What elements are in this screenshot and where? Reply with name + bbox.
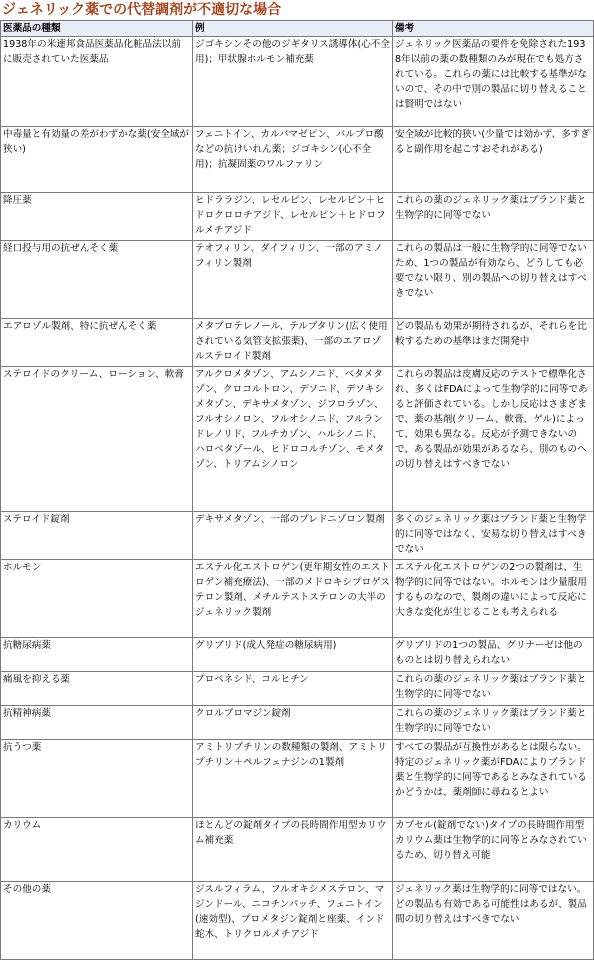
page-title: ジェネリック薬での代替調剤が不適切な場合 <box>2 2 282 18</box>
table-row <box>1 818 594 882</box>
category-cell: ステロイド錠剤 <box>1 512 193 560</box>
notes-cell: すべての製品が互換性があるとは限らない。特定のジェネリック薬がFDAによりブランド薬と生物学的に同等であるとみなされているかどうかは、薬剤師に尋ねるとよい <box>393 740 594 818</box>
table-row <box>1 127 594 193</box>
notes-cell: これらの薬のジェネリック薬はブランド薬と生物学的に同等でない <box>393 672 594 706</box>
table-row <box>1 512 594 560</box>
examples-cell: アミトリプチリンの数種類の製剤、アミトリプチリン＋ペルフェナジンの1製剤 <box>193 740 393 818</box>
notes-cell: 安全域が比較的狭い(少量では効かず、多すぎると副作用を起こすおそれがある) <box>393 127 594 193</box>
column-header-notes: 備考 <box>393 21 594 37</box>
table-row <box>1 367 594 512</box>
notes-cell: これらの製品は皮膚反応のテストで標準化され、多くはFDAによって生物学的に同等であると評価されている。しかし反応はさまざまで、薬の基剤(クリーム、軟膏、ゲル)によって、効果も異なる。反応が予測できないので、ある製品が効果があるなら、別のものへの切り替えはすべきでない <box>393 367 594 512</box>
table-row <box>1 193 594 241</box>
table-row <box>1 740 594 818</box>
notes-cell: エステル化エストロゲンの2つの製剤は、生物学的に同等ではない。ホルモンは少量服用するものなので、製剤の違いによって反応に大きな変化が生じることも考えられる <box>393 560 594 638</box>
substitution-table <box>0 20 594 960</box>
notes-cell: カプセル(錠剤でない)タイプの長時間作用型カリウム薬は生物学的に同等とみなされているため、切り替え可能 <box>393 818 594 882</box>
table-header <box>1 21 594 37</box>
notes-cell: グリブリドの1つの製品、グリナーゼは他のものとは切り替えられない <box>393 638 594 672</box>
category-cell: ステロイドのクリーム、ローション、軟膏 <box>1 367 193 512</box>
examples-cell: デキサメタゾン、一部のプレドニゾロン製剤 <box>193 512 393 560</box>
category-cell: カリウム <box>1 818 193 882</box>
column-header-category: 医薬品の種類 <box>1 21 193 37</box>
notes-cell: これらの薬のジェネリック薬はブランド薬と生物学的に同等でない <box>393 193 594 241</box>
table-row <box>1 319 594 367</box>
notes-cell: これらの薬のジェネリック薬はブランド薬と生物学的に同等でない <box>393 706 594 740</box>
examples-cell: アルクロメタゾン、アムシノニド、ベタメタゾン、クロコルトロン、デソニド、デソキシメタゾン、デキサメタゾン、ジフロラゾン、フルオシノロン、フルオシノニド、フルランドレノリド、フルチカゾン、ハルシノニド、ハロベタゾール、ヒドロコルチゾン、モメタゾン、トリアムシノロン <box>193 367 393 512</box>
examples-cell: クロルプロマジン錠剤 <box>193 706 393 740</box>
examples-cell: グリブリド(成人発症の糖尿病用) <box>193 638 393 672</box>
notes-cell: 多くのジェネリック薬はブランド薬と生物学的に同等ではなく、安易な切り替えはすべきでない <box>393 512 594 560</box>
examples-cell: ヒドララジン、レセルピン、レセルピン＋ヒドロクロロチアジド、レセルピン＋ヒドロフルメチアジド <box>193 193 393 241</box>
table-row <box>1 706 594 740</box>
category-cell: ホルモン <box>1 560 193 638</box>
table-row <box>1 882 594 960</box>
examples-cell: フェニトイン、カルバマゼピン、バルプロ酸などの抗けいれん薬；ジゴキシン(心不全用)；抗凝固薬のワルファリン <box>193 127 393 193</box>
category-cell: 痛風を抑える薬 <box>1 672 193 706</box>
examples-cell: ジゴキシンその他のジギタリス誘導体(心不全用)；甲状腺ホルモン補充薬 <box>193 37 393 127</box>
table-row <box>1 560 594 638</box>
examples-cell: テオフィリン、ダイフィリン、一部のアミノフィリン製剤 <box>193 241 393 319</box>
table-row <box>1 37 594 127</box>
examples-cell: ジスルフィラム、フルオキシメステロン、マジンドール、ニコチンパッチ、フェニトイン(速効型)、プロメタジン錠剤と座薬、インド蛇木、トリクロルメチアジド <box>193 882 393 960</box>
notes-cell: どの製品も効果が期待されるが、それらを比較するための基準はまだ開発中 <box>393 319 594 367</box>
table-body <box>1 37 594 960</box>
examples-cell: プロベネシド、コルヒチン <box>193 672 393 706</box>
category-cell: その他の薬 <box>1 882 193 960</box>
examples-cell: ほとんどの錠剤タイプの長時間作用型カリウム補充薬 <box>193 818 393 882</box>
notes-cell: ジェネリック医薬品の要件を免除された1938年以前の薬の数種類のみが現在でも処方されている。これらの薬には比較する基準がないので、その中で別の製品に切り替えることは賢明ではない <box>393 37 594 127</box>
category-cell: 経口投与用の抗ぜんそく薬 <box>1 241 193 319</box>
examples-cell: メタプロテレノール、テルブタリン(広く使用されている気管支拡張薬)、一部のエアロゾルステロイド製剤 <box>193 319 393 367</box>
category-cell: 中毒量と有効量の差がわずかな薬(安全域が狭い) <box>1 127 193 193</box>
table-row <box>1 672 594 706</box>
category-cell: 1938年の米連邦食品医薬品化粧品法以前に販売されていた医薬品 <box>1 37 193 127</box>
table-row <box>1 241 594 319</box>
notes-cell: ジェネリック薬は生物学的に同等ではない。どの製品も有効である可能性はあるが、製品間の切り替えはすべきでない <box>393 882 594 960</box>
category-cell: 降圧薬 <box>1 193 193 241</box>
category-cell: エアロゾル製剤、特に抗ぜんそく薬 <box>1 319 193 367</box>
category-cell: 抗糖尿病薬 <box>1 638 193 672</box>
header-row <box>1 21 594 37</box>
examples-cell: エステル化エストロゲン(更年期女性のエストロゲン補充療法)、一部のメドロキシプロゲステロン製剤、メチルテストステロンの大半のジェネリック製剤 <box>193 560 393 638</box>
notes-cell: これらの製品は一般に生物学的に同等でないため、1つの製品が有効なら、どうしても必要でない限り、別の製品への切り替えはすべきでない <box>393 241 594 319</box>
category-cell: 抗うつ薬 <box>1 740 193 818</box>
category-cell: 抗精神病薬 <box>1 706 193 740</box>
table-row <box>1 638 594 672</box>
column-header-examples: 例 <box>193 21 393 37</box>
